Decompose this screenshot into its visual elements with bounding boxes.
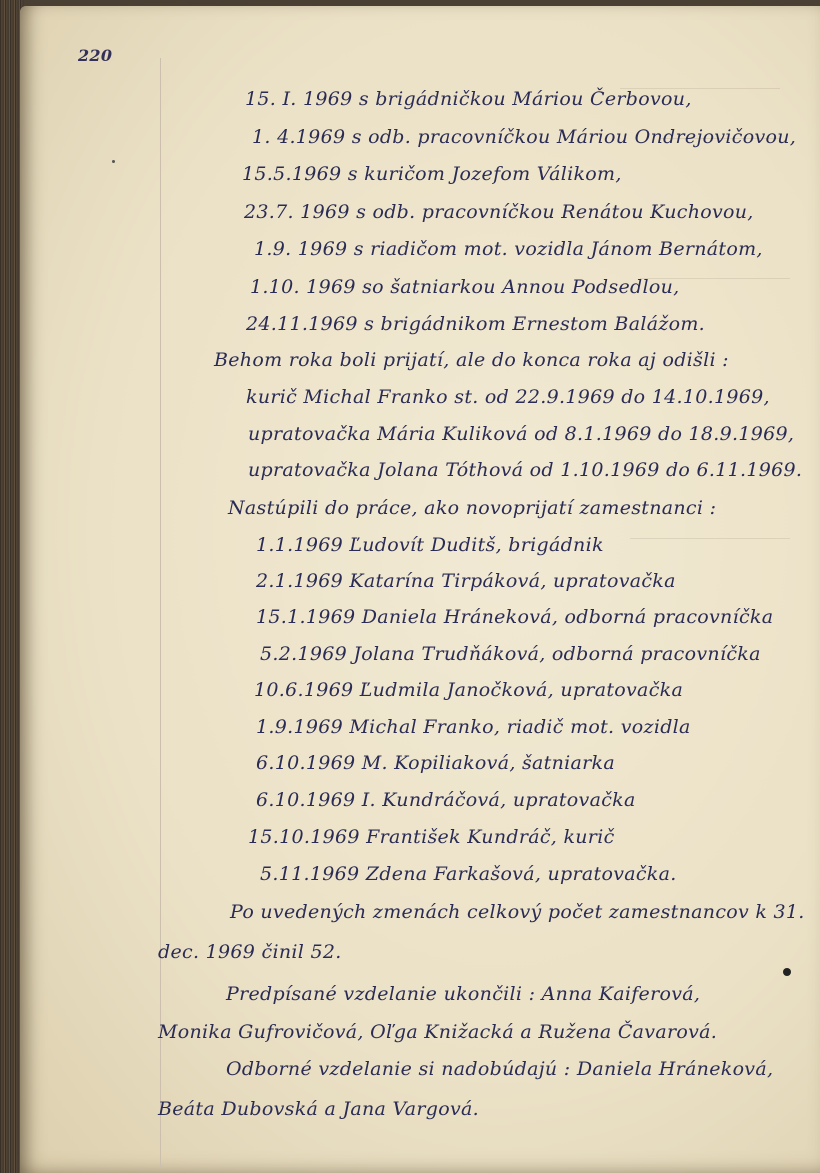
text-line: Monika Gufrovičová, Oľga Knižacká a Ružena Čavarová. <box>158 1021 718 1043</box>
text-line: 15.5.1969 s kuričom Jozefom Válikom, <box>242 163 622 185</box>
margin-rule <box>160 58 161 1168</box>
text-line: 15.10.1969 František Kundráč, kurič <box>248 826 615 848</box>
ink-dot <box>112 160 115 163</box>
text-line: upratovačka Mária Kuliková od 8.1.1969 do 18.9.1969, <box>248 423 795 445</box>
text-line: 6.10.1969 M. Kopiliaková, šatniarka <box>256 752 615 774</box>
text-line: 1.9.1969 Michal Franko, riadič mot. vozidla <box>256 716 691 738</box>
text-line: Po uvedených zmenách celkový počet zamestnancov k 31. <box>230 901 805 923</box>
text-line: 1.1.1969 Ľudovít Duditš, brigádnik <box>256 534 604 556</box>
ledger-page <box>20 6 820 1173</box>
text-line: kurič Michal Franko st. od 22.9.1969 do 14.10.1969, <box>246 386 770 408</box>
text-line: Nastúpili do práce, ako novoprijatí zamestnanci : <box>228 497 717 519</box>
text-line: 10.6.1969 Ľudmila Janočková, upratovačka <box>254 679 684 701</box>
text-line: Behom roka boli prijatí, ale do konca roka aj odišli : <box>214 349 729 371</box>
text-line: Odborné vzdelanie si nadobúdajú : Daniela Hráneková, <box>226 1058 774 1080</box>
text-line: 24.11.1969 s brigádnikom Ernestom Balážom. <box>246 313 706 335</box>
text-line: 23.7. 1969 s odb. pracovníčkou Renátou Kuchovou, <box>244 201 754 223</box>
text-line: 2.1.1969 Katarína Tirpáková, upratovačka <box>256 570 676 592</box>
text-line: 1.10. 1969 so šatniarkou Annou Podsedlou, <box>250 276 680 298</box>
text-line: Beáta Dubovská a Jana Vargová. <box>158 1098 479 1120</box>
text-line: 1.9. 1969 s riadičom mot. vozidla Jánom Bernátom, <box>254 238 763 260</box>
text-line: 5.11.1969 Zdena Farkašová, upratovačka. <box>260 863 677 885</box>
text-line: 5.2.1969 Jolana Trudňáková, odborná pracovníčka <box>260 643 761 665</box>
text-line: 15.1.1969 Daniela Hráneková, odborná pracovníčka <box>256 606 774 628</box>
text-line: upratovačka Jolana Tóthová od 1.10.1969 do 6.11.1969. <box>248 459 803 481</box>
text-line: dec. 1969 činil 52. <box>158 941 342 963</box>
ink-dot <box>783 968 791 976</box>
text-line: 15. I. 1969 s brigádničkou Máriou Čerbovou, <box>245 88 692 110</box>
text-line: 1. 4.1969 s odb. pracovníčkou Máriou Ondrejovičovou, <box>252 126 797 148</box>
text-line: Predpísané vzdelanie ukončili : Anna Kaiferová, <box>226 983 701 1005</box>
bleed-through-mark <box>630 526 790 539</box>
page-number: 220 <box>78 46 113 65</box>
text-line: 6.10.1969 I. Kundráčová, upratovačka <box>256 789 636 811</box>
